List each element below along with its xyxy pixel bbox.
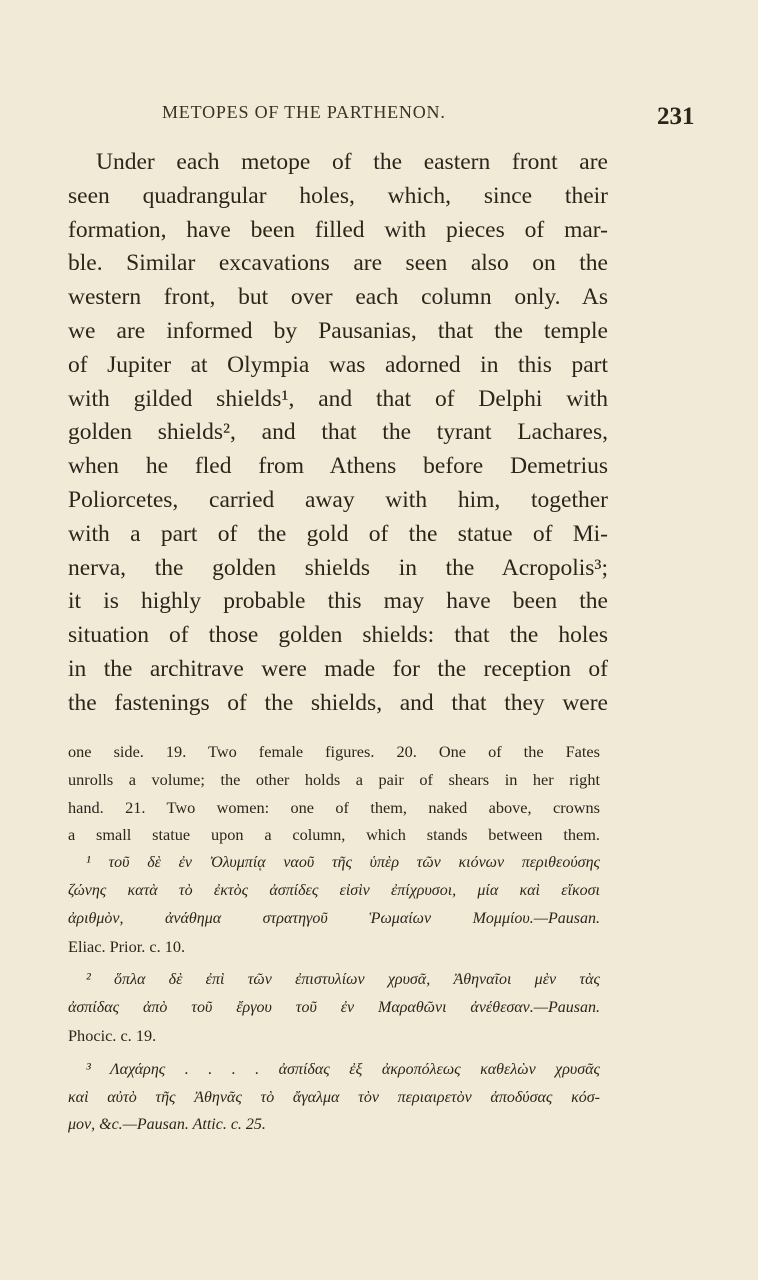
footnote-1-line: ἀριθμὸν, ἀνάθημα στρατηγοῦ Ῥωμαίων Μομμίου.—Pausan. <box>68 909 600 927</box>
note-line: hand. 21. Two women: one of them, naked above, crowns <box>68 797 600 817</box>
footnote-2-line: ² ὅπλα δὲ ἐπὶ τῶν ἐπιστυλίων χρυσᾶ, Ἀθηναῖοι μὲν τὰς <box>86 971 600 989</box>
text-line: golden shields², and that the tyrant Lachares, <box>68 419 608 446</box>
text-line: situation of those golden shields: that the holes <box>68 622 608 649</box>
text-line: western front, but over each column only. As <box>68 284 608 311</box>
footnote-2-line: Phocic. c. 19. <box>68 1025 157 1045</box>
text-line: seen quadrangular holes, which, since their <box>68 182 608 209</box>
footnote-1-line: ¹ τοῦ δὲ ἐν Ὀλυμπίᾳ ναοῦ τῆς ὑπὲρ τῶν κιόνων περιθεούσης <box>86 854 600 872</box>
text-line: of Jupiter at Olympia was adorned in this part <box>68 351 608 378</box>
footnote-1-line: ζώνης κατὰ τὸ ἐκτὸς ἀσπίδες εἰσὶν ἐπίχρυσοι, μία καὶ εἴκοσι <box>68 881 600 899</box>
footnote-3-line: μον, &c.—Pausan. Attic. c. 25. <box>68 1116 266 1134</box>
note-line: unrolls a volume; the other holds a pair of shears in her right <box>68 769 600 789</box>
text-line: ble. Similar excavations are seen also on the <box>68 250 608 277</box>
text-line: when he fled from Athens before Demetrius <box>68 453 608 480</box>
text-line: formation, have been filled with pieces of mar- <box>68 216 608 243</box>
text-line: nerva, the golden shields in the Acropolis³; <box>68 554 608 581</box>
text-line: we are informed by Pausanias, that the temple <box>68 317 608 344</box>
text-line: Poliorcetes, carried away with him, together <box>68 486 608 513</box>
footnotes <box>68 738 600 1139</box>
running-title: METOPES OF THE PARTHENON. <box>162 102 446 122</box>
text-line: in the architrave were made for the reception of <box>68 655 608 682</box>
footnote-2-line: ἀσπίδας ἀπὸ τοῦ ἔργου τοῦ ἐν Μαραθῶνι ἀνέθεσαν.—Pausan. <box>68 999 600 1017</box>
text-line: with gilded shields¹, and that of Delphi with <box>68 385 608 412</box>
text-line: with a part of the gold of the statue of Mi- <box>68 520 608 547</box>
text-line: it is highly probable this may have been the <box>68 588 608 615</box>
footnote-3-line: καὶ αὐτὸ τῆς Ἀθηνᾶς τὸ ἄγαλμα τὸν περιαιρετὸν ἀποδύσας κόσ- <box>68 1088 600 1106</box>
text-line: Under each metope of the eastern front are <box>96 149 608 175</box>
note-line: one side. 19. Two female figures. 20. One of the Fates <box>68 742 600 761</box>
page-number: 231 <box>657 103 695 130</box>
text-line: the fastenings of the shields, and that they were <box>68 689 608 716</box>
footnote-1-line: Eliac. Prior. c. 10. <box>68 936 186 956</box>
main-text <box>68 146 608 721</box>
note-line: a small statue upon a column, which stands between them. <box>68 825 600 845</box>
footnote-3-line: ³ Λαχάρης . . . . ἀσπίδας ἐξ ἀκροπόλεως καθελὼν χρυσᾶς <box>86 1060 600 1078</box>
